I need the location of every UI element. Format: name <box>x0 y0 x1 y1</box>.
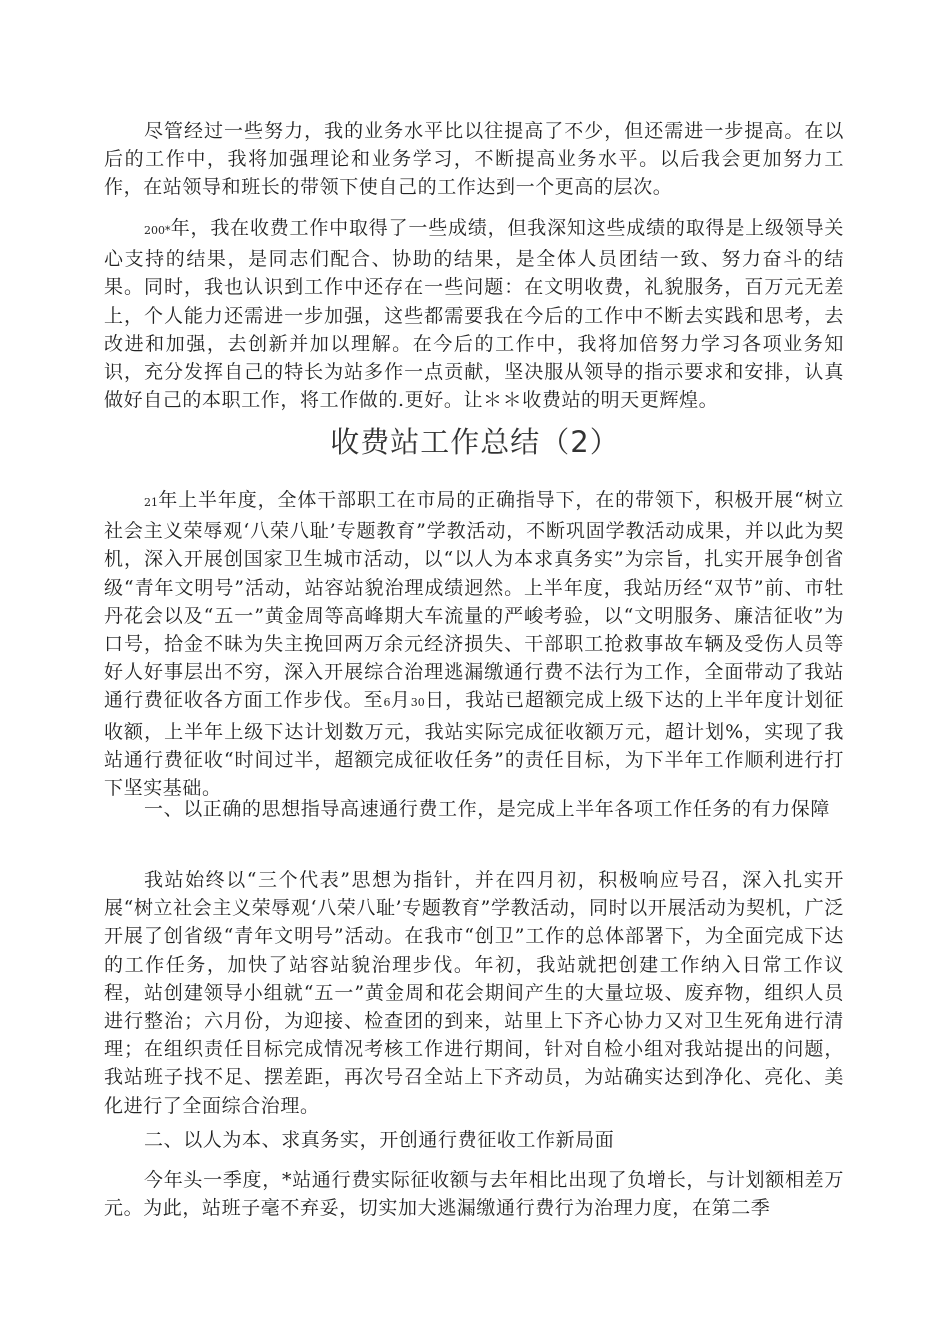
paragraph-3-text-b: 月 <box>390 689 411 712</box>
paragraph-4 <box>104 866 844 1120</box>
subheading-2: 二、以人为本、求真务实，开创通行费征收工作新局面 <box>144 1129 615 1151</box>
paragraph-1 <box>104 117 844 202</box>
paragraph-5 <box>104 1166 844 1222</box>
paragraph-3-month: 6 <box>383 696 391 710</box>
subheading-1: 一、以正确的思想指导高速通行费工作，是完成上半年各项工作任务的有力保障 <box>144 798 831 820</box>
paragraph-3 <box>104 486 844 802</box>
paragraph-3-text-a: 年上半年度，全体干部职工在市局的正确指导下，在的带领下，积极开展“树立社会主义荣辱观‘八荣八耻’专题教育”学教活动，不断巩固学教活动成果，并以此为契机，深入开展创国家卫生城市活动，以“以人为本求真务实”为宗旨，扎实开展争创省级“青年文明号”活动，站容站貌治理成绩迥然。上半年度，我站历经“双节”前、市牡丹花会以及“五一”黄金周等高峰期大车流量的严峻考验，以“文明服务、廉洁征收”为口号，拾金不昧为失主挽回两万余元经济损失、干部职工抢救事故车辆及受伤人员等好人好事层出不穷，深入开展综合治理逃漏缴通行费不法行为工作，全面带动了我站通行费征收各方面工作步伐。至 <box>104 489 844 712</box>
paragraph-1-text: 尽管经过一些努力，我的业务水平比以往提高了不少，但还需进一步提高。在以后的工作中，我将加强理论和业务学习，不断提高业务水平。以后我会更加努力工作，在站领导和班长的带领下使自己的工作达到一个更高的层次。 <box>104 120 844 199</box>
paragraph-2-year: 200* <box>144 224 171 237</box>
paragraph-3-day: 30 <box>410 696 425 710</box>
paragraph-2-text: 年，我在收费工作中取得了一些成绩，但我深知这些成绩的取得是上级领导关心支持的结果，是同志们配合、协助的结果，是全体人员团结一致、努力奋斗的结果。同时，我也认识到工作中还存在一些问题：在文明收费，礼貌服务，百万元无差上，个人能力还需进一步加强，这些都需要我在今后的工作中不断去实践和思考，去改进和加强，去创新并加以理解。在今后的工作中，我将加倍努力学习各项业务知识，充分发挥自己的特长为站多作一点贡献，坚决服从领导的指示要求和安排，认真做好自己的本职工作，将工作做的.更好。让＊＊收费站的明天更辉煌。 <box>104 217 844 412</box>
section-title: 收费站工作总结（2） <box>330 425 620 459</box>
paragraph-5-text: 今年头一季度，*站通行费实际征收额与去年相比出现了负增长，与计划额相差万元。为此，站班子毫不弃妥，切实加大逃漏缴通行费行为治理力度，在第二季 <box>104 1169 844 1220</box>
paragraph-2 <box>104 214 844 414</box>
paragraph-3-text-c: 日，我站已超额完成上级下达的上半年度计划征收额，上半年上级下达计划数万元，我站实际完成征收额万元，超计划%，实现了我站通行费征收“时间过半，超额完成征收任务”的责任目标，为下半年工作顺利进行打下坚实基础。 <box>104 689 844 800</box>
paragraph-3-year: 21 <box>144 496 158 509</box>
paragraph-4-text: 我站始终以“三个代表”思想为指针，并在四月初，积极响应号召，深入扎实开展“树立社会主义荣辱观‘八荣八耻’专题教育”学教活动，同时以开展活动为契机，广泛开展了创省级“青年文明号”活动。在我市“创卫”工作的总体部署下，为全面完成下达的工作任务，加快了站容站貌治理步伐。年初，我站就把创建工作纳入日常工作议程，站创建领导小组就“五一”黄金周和花会期间产生的大量垃圾、废弃物，组织人员进行整治；六月份，为迎接、检查团的到来，站里上下齐心协力又对卫生死角进行清理；在组织责任目标完成情况考核工作进行期间，针对自检小组对我站提出的问题，我站班子找不足、摆差距，再次号召全站上下齐动员，为站确实达到净化、亮化、美化进行了全面综合治理。 <box>104 869 844 1117</box>
